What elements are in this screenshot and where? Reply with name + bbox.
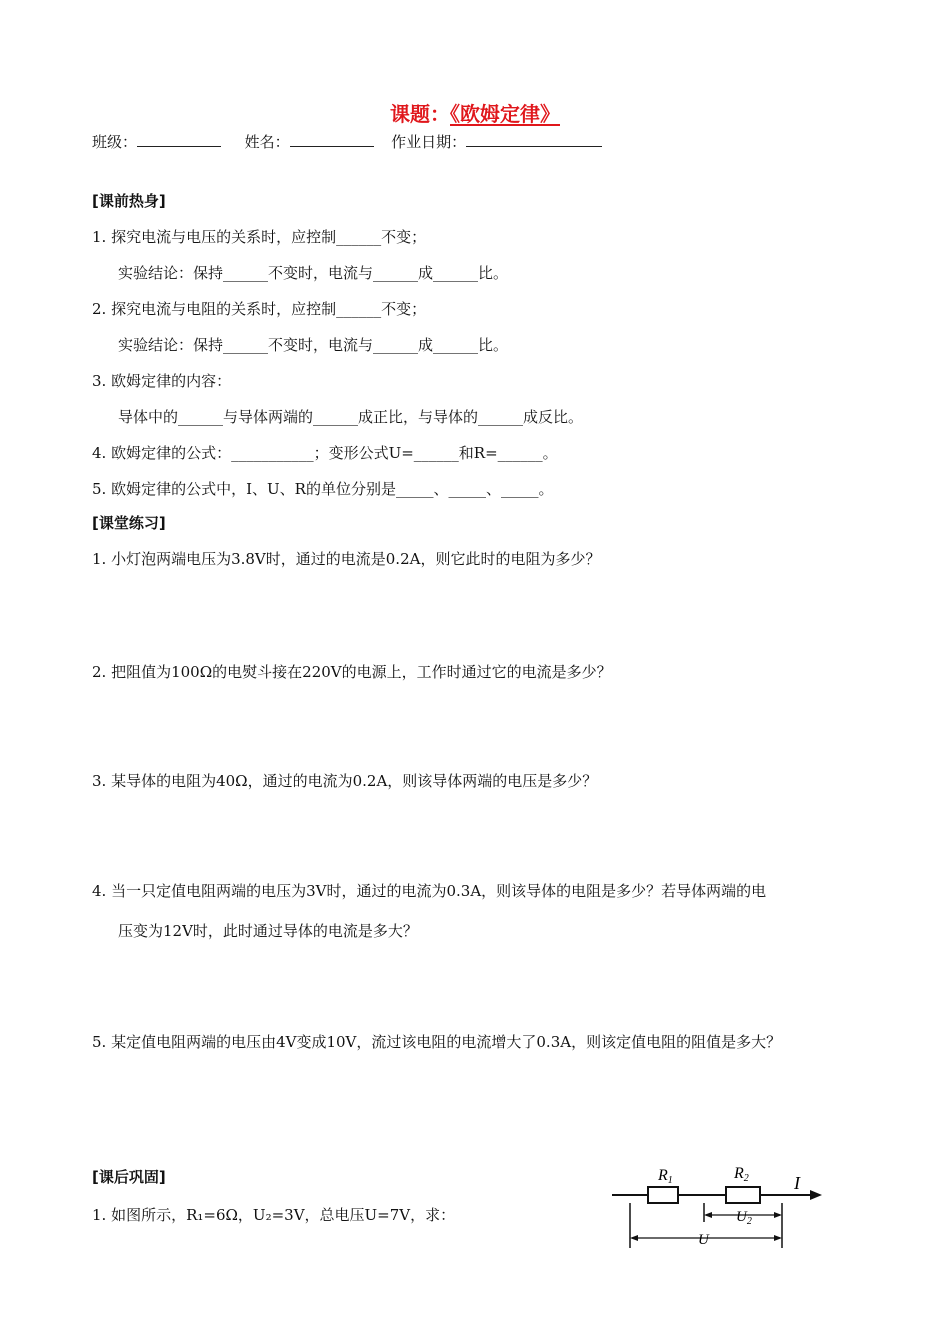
consolidate-heading: [课后巩固] [92, 1168, 166, 1186]
label-current: I [794, 1173, 800, 1193]
practice-q4-b: 压变为12V时，此时通过导体的电流是多大？ [118, 922, 418, 940]
resistor-r1 [648, 1187, 678, 1203]
practice-q4-a: 4. 当一只定值电阻两端的电压为3V时，通过的电流为0.3A，则该导体的电阻是多少？若导体两端的电 [92, 882, 767, 900]
title-prefix: 课题： [390, 102, 450, 126]
resistor-r2 [726, 1187, 760, 1203]
u2-arrow-right [774, 1212, 782, 1218]
class-label: 班级： [92, 133, 138, 151]
date-label: 作业日期： [391, 133, 467, 151]
class-field[interactable] [137, 132, 221, 147]
consolidate-q1: 1. 如图所示，R₁=6Ω，U₂=3V，总电压U=7V，求： [92, 1206, 456, 1224]
current-arrow [810, 1190, 822, 1200]
warmup-q3-b: 导体中的______与导体两端的______成正比，与导体的______成反比。 [118, 408, 584, 426]
practice-q3: 3. 某导体的电阻为40Ω，通过的电流为0.2A，则该导体两端的电压是多少？ [92, 772, 598, 790]
label-u: U [698, 1232, 709, 1248]
warmup-q1-b: 实验结论：保持______不变时，电流与______成______比。 [118, 264, 509, 282]
circuit-diagram [606, 1158, 828, 1256]
label-r1: R1 [658, 1167, 673, 1186]
practice-q5: 5. 某定值电阻两端的电压由4V变成10V，流过该电阻的电流增大了0.3A，则该定值电阻的阻值是多大？ [92, 1033, 782, 1051]
date-field[interactable] [466, 132, 602, 147]
practice-heading: [课堂练习] [92, 514, 166, 532]
warmup-q1-a: 1. 探究电流与电压的关系时，应控制______不变； [92, 228, 427, 246]
label-u2: $U_2$ [736, 1209, 752, 1227]
page-title [0, 98, 950, 127]
warmup-heading: [课前热身] [92, 192, 166, 210]
practice-q2: 2. 把阻值为100Ω的电熨斗接在220V的电源上，工作时通过它的电流是多少？ [92, 663, 612, 681]
title-name: 《欧姆定律》 [450, 102, 560, 126]
u-arrow-left [630, 1235, 638, 1241]
name-label: 姓名： [244, 133, 290, 151]
label-r2: R2 [734, 1165, 749, 1184]
warmup-q2-b: 实验结论：保持______不变时，电流与______成______比。 [118, 336, 509, 354]
warmup-q5: 5. 欧姆定律的公式中，I、U、R的单位分别是_____、_____、_____。 [92, 480, 554, 498]
warmup-q2-a: 2. 探究电流与电阻的关系时，应控制______不变； [92, 300, 427, 318]
name-field[interactable] [290, 132, 374, 147]
header-row [92, 131, 602, 152]
warmup-q3-a: 3. 欧姆定律的内容： [92, 372, 232, 390]
practice-q1: 1. 小灯泡两端电压为3.8V时，通过的电流是0.2A，则它此时的电阻为多少？ [92, 550, 601, 568]
warmup-q4: 4. 欧姆定律的公式：___________；变形公式U=______和R=______。 [92, 444, 558, 462]
u2-arrow-left [704, 1212, 712, 1218]
u-arrow-right [774, 1235, 782, 1241]
